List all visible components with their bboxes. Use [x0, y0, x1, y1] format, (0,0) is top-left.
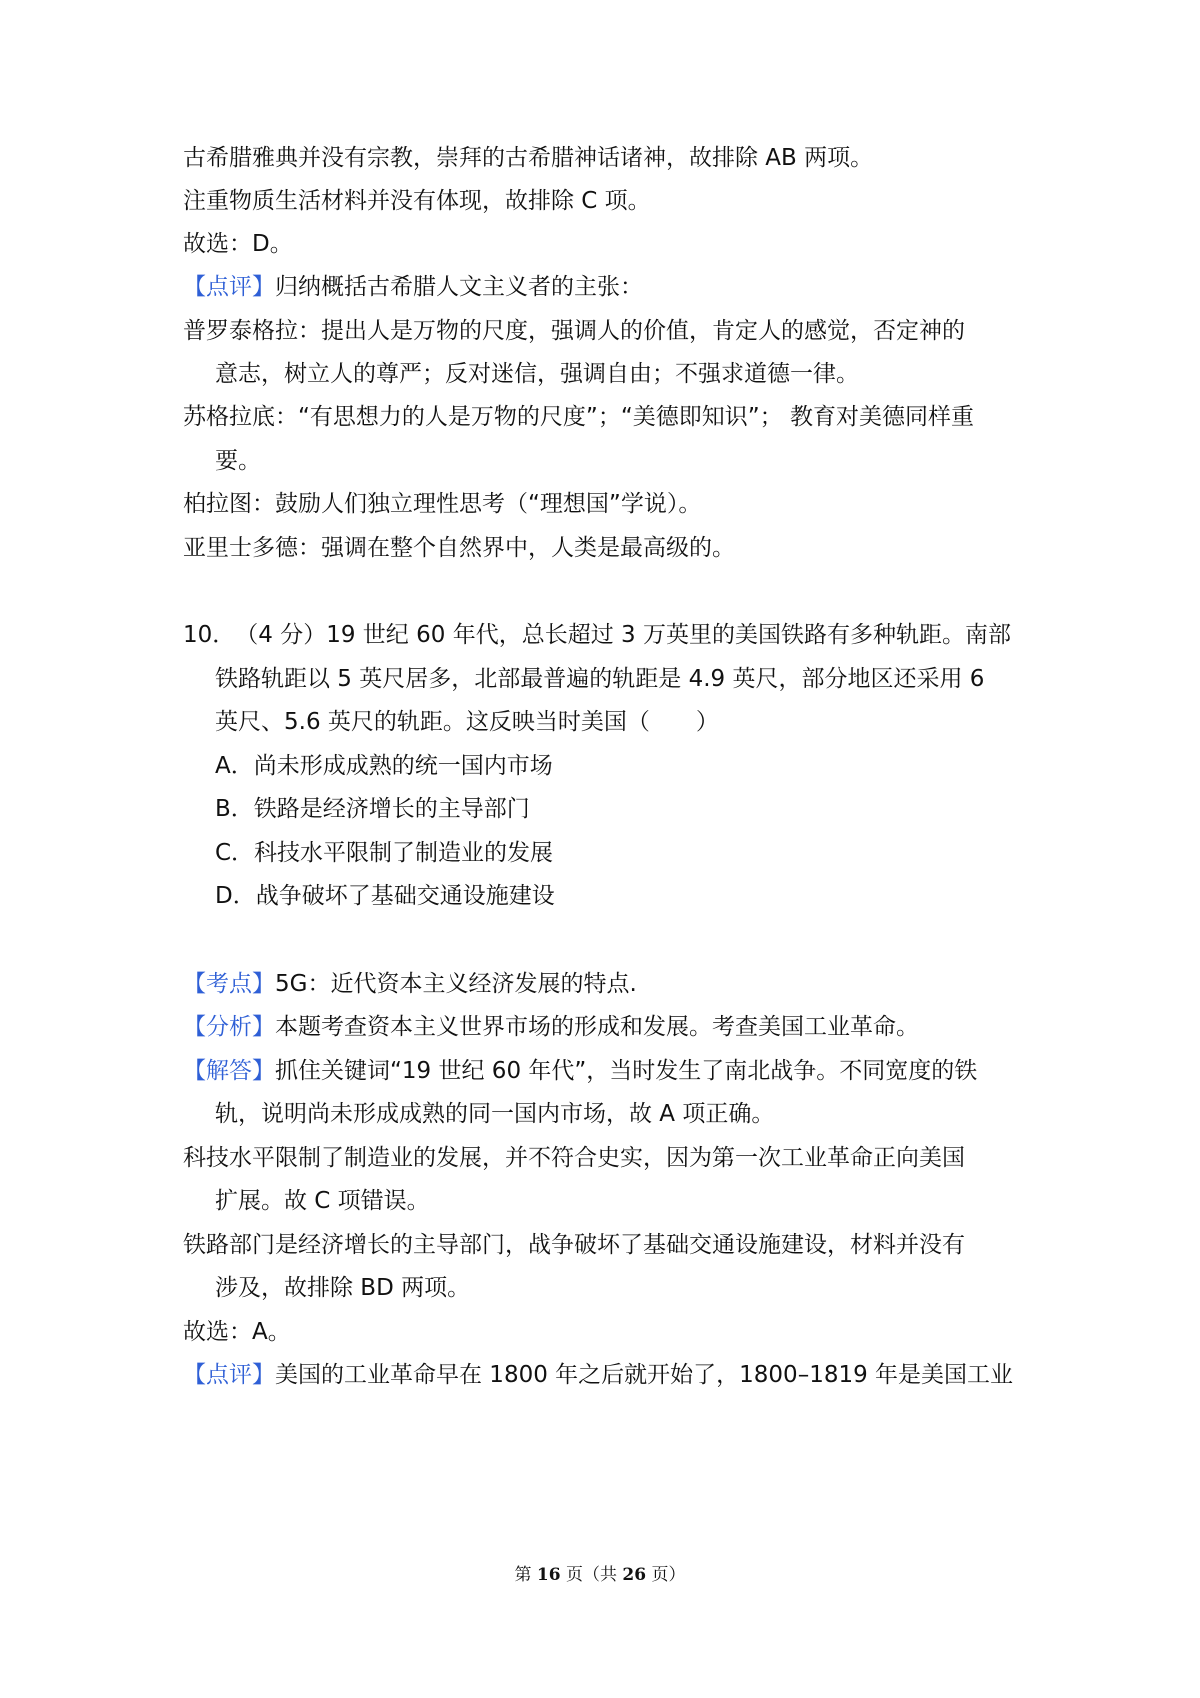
socrates-line-1: 苏格拉底：“有思想力的人是万物的尺度”；“美德即知识”； 教育对美德同样重: [183, 404, 974, 430]
protagoras-line-2: 意志，树立人的尊严；反对迷信，强调自由；不强求道德一律。: [215, 361, 859, 387]
answer-line: 故选：D。: [183, 231, 293, 257]
footer-total-pages: 26: [622, 1565, 647, 1585]
jieda-text: 抓住关键词“19 世纪 60 年代”，当时发生了南北战争。不同宽度的铁: [275, 1058, 978, 1084]
option-b: B．铁路是经济增长的主导部门: [215, 796, 530, 822]
footer-page-number: 16: [536, 1565, 561, 1585]
dianping-paragraph: [183, 1360, 1033, 1390]
fenxi-text: 本题考查资本主义世界市场的形成和发展。考查美国工业革命。: [275, 1014, 919, 1040]
jieda-paragraph: [183, 1056, 1033, 1086]
jieda-line-2: 轨，说明尚未形成成熟的同一国内市场，故 A 项正确。: [215, 1101, 775, 1127]
review-text: 归纳概括古希腊人文主义者的主张：: [275, 274, 643, 300]
dianping-text: 美国的工业革命早在 1800 年之后就开始了，1800–1819 年是美国工业: [275, 1362, 1014, 1388]
page-footer: [0, 1560, 1200, 1585]
question-stem-text: （4 分）19 世纪 60 年代，总长超过 3 万英里的美国铁路有多种轨距。南部: [235, 622, 1011, 648]
dianping-tag: 【点评】: [183, 1362, 275, 1388]
text-line: 注重物质生活材料并没有体现，故排除 C 项。: [183, 188, 651, 214]
rail-line-2: 涉及，故排除 BD 两项。: [215, 1275, 471, 1301]
fenxi-tag: 【分析】: [183, 1014, 275, 1040]
protagoras-line-1: 普罗泰格拉：提出人是万物的尺度，强调人的价值，肯定人的感觉，否定神的: [183, 318, 965, 344]
footer-middle: 页（共: [560, 1565, 623, 1585]
footer-prefix: 第: [514, 1565, 537, 1585]
tech-line-2: 扩展。故 C 项错误。: [215, 1188, 430, 1214]
option-a: A．尚未形成成熟的统一国内市场: [215, 753, 553, 779]
aristotle-line: 亚里士多德：强调在整个自然界中，人类是最高级的。: [183, 535, 735, 561]
review-paragraph: [183, 272, 1033, 302]
socrates-line-2: 要。: [215, 448, 261, 474]
question-stem-line-1: [183, 620, 1033, 650]
question-number: 10．: [183, 622, 236, 648]
kaodian-paragraph: [183, 969, 1033, 999]
option-d: D．战争破坏了基础交通设施建设: [215, 883, 555, 909]
plato-line: 柏拉图：鼓励人们独立理性思考（“理想国”学说）。: [183, 491, 702, 517]
review-tag: 【点评】: [183, 274, 275, 300]
tech-line-1: 科技水平限制了制造业的发展，并不符合史实，因为第一次工业革命正向美国: [183, 1145, 965, 1171]
question-stem-line-2: 铁路轨距以 5 英尺居多，北部最普遍的轨距是 4.9 英尺，部分地区还采用 6: [215, 666, 985, 692]
footer-suffix: 页）: [646, 1565, 686, 1585]
jieda-tag: 【解答】: [183, 1058, 275, 1084]
option-c: C．科技水平限制了制造业的发展: [215, 840, 554, 866]
kaodian-text: 5G：近代资本主义经济发展的特点.: [275, 971, 637, 997]
fenxi-paragraph: [183, 1012, 1033, 1042]
text-line: 古希腊雅典并没有宗教，崇拜的古希腊神话诸神，故排除 AB 两项。: [183, 145, 874, 171]
kaodian-tag: 【考点】: [183, 971, 275, 997]
rail-line-1: 铁路部门是经济增长的主导部门，战争破坏了基础交通设施建设，材料并没有: [183, 1232, 965, 1258]
question-stem-line-3: 英尺、5.6 英尺的轨距。这反映当时美国（ ）: [215, 709, 719, 735]
answer-line: 故选：A。: [183, 1319, 291, 1345]
